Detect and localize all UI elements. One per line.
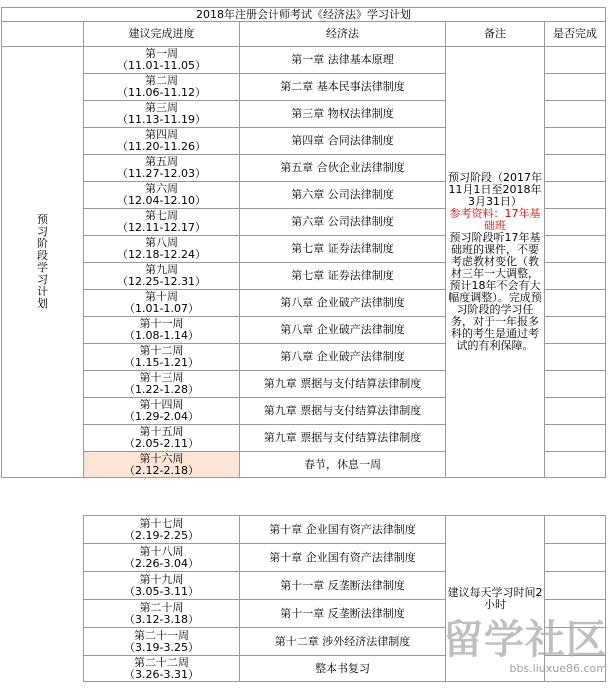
week-dates: （12.25-12.31） — [117, 275, 206, 288]
chapter-cell: 第十章 企业国有资产法律制度 — [240, 516, 446, 544]
study-plan-table — [1, 7, 606, 478]
plan-label-char: 预 — [37, 213, 48, 226]
done-cell — [545, 74, 606, 101]
week-label: 第四周 — [145, 128, 178, 141]
done-cell — [545, 317, 606, 344]
chapter-cell: 第十二章 涉外经济法律制度 — [240, 628, 446, 656]
week-label: 第十九周 — [139, 572, 184, 586]
week-dates: （1.29-2.04） — [124, 410, 199, 423]
done-cell — [545, 344, 606, 371]
watermark-logo-text: 留学社区 — [443, 617, 607, 663]
week-cell — [84, 47, 240, 74]
week-cell — [84, 628, 240, 656]
week-cell — [84, 572, 240, 600]
remarks-cell-2: 建议每天学习时间2小时 — [446, 516, 545, 682]
remarks-advice: 预习阶段听17年基础班的课件，不要考虑教材变化（教材三年一大调整，预计18年不会有大幅度调整）。完成预习阶段的学习任务，对于一年报多科的考生是通过考试的有利保障。 — [448, 231, 542, 352]
week-label: 第九周 — [145, 263, 178, 276]
week-cell — [84, 236, 240, 263]
plan-label-char: 段 — [37, 249, 48, 262]
chapter-cell: 第八章 企业破产法律制度 — [240, 344, 446, 371]
remarks-period: 预习阶段（2017年11月1日至2018年3月31日） — [448, 171, 542, 208]
chapter-cell: 第六章 公司法律制度 — [240, 209, 446, 236]
done-cell — [545, 236, 606, 263]
plan-label-char: 阶 — [37, 237, 48, 250]
week-dates: （2.19-2.25） — [124, 528, 199, 542]
week-label: 第二周 — [145, 74, 178, 87]
week-label: 第六周 — [145, 182, 178, 195]
week-cell — [84, 209, 240, 236]
week-label: 第五周 — [145, 155, 178, 168]
week-dates: （12.11-12.17） — [117, 221, 206, 234]
chapter-cell: 第九章 票据与支付结算法律制度 — [240, 371, 446, 398]
week-dates: （1.01-1.07） — [124, 302, 199, 315]
chapter-cell: 整本书复习 — [240, 656, 446, 682]
chapter-cell: 第十一章 反垄断法律制度 — [240, 600, 446, 628]
week-label: 第十六周 — [139, 451, 184, 465]
table-row — [84, 516, 606, 544]
week-label: 第十周 — [145, 290, 178, 303]
week-dates: （1.22-1.28） — [124, 383, 199, 396]
week-cell — [84, 452, 240, 478]
chapter-cell: 第五章 合伙企业法律制度 — [240, 155, 446, 182]
week-cell — [84, 371, 240, 398]
week-label: 第七周 — [145, 209, 178, 222]
chapter-cell: 第八章 企业破产法律制度 — [240, 317, 446, 344]
watermark-url: bbs.liuxue86.com — [509, 662, 607, 675]
header-done: 是否完成 — [545, 22, 606, 47]
plan-label-char: 计 — [37, 285, 48, 298]
done-cell — [545, 209, 606, 236]
done-cell — [545, 425, 606, 452]
plan-label-char: 学 — [37, 261, 48, 274]
week-cell — [84, 600, 240, 628]
done-cell — [545, 182, 606, 209]
week-cell — [84, 263, 240, 290]
chapter-cell: 第六章 公司法律制度 — [240, 182, 446, 209]
week-label: 第三周 — [145, 101, 178, 114]
plan-label-char: 习 — [37, 273, 48, 286]
week-label: 第十一周 — [139, 317, 184, 330]
week-dates: （12.18-12.24） — [117, 248, 206, 261]
done-cell — [545, 155, 606, 182]
week-cell — [84, 544, 240, 572]
done-cell — [545, 290, 606, 317]
chapter-cell: 第八章 企业破产法律制度 — [240, 290, 446, 317]
week-cell — [84, 128, 240, 155]
chapter-cell: 第三章 物权法律制度 — [240, 101, 446, 128]
week-dates: （1.08-1.14） — [124, 329, 199, 342]
week-dates: （3.05-3.11） — [124, 584, 199, 598]
week-label: 第十四周 — [139, 398, 184, 411]
chapter-cell: 第七章 证券法律制度 — [240, 263, 446, 290]
done-cell — [545, 398, 606, 425]
week-dates: （11.01-11.05） — [117, 59, 206, 72]
week-dates: （3.19-3.25） — [124, 640, 199, 654]
week-dates: （1.15-1.21） — [124, 356, 199, 369]
week-dates: （2.12-2.18） — [124, 463, 199, 477]
chapter-cell: 第一章 法律基本原理 — [240, 47, 446, 74]
week-dates: （11.06-11.12） — [117, 86, 206, 99]
week-label: 第一周 — [145, 47, 178, 60]
chapter-cell: 第七章 证券法律制度 — [240, 236, 446, 263]
week-dates: （2.26-3.04） — [124, 556, 199, 570]
table-title: 2018年注册会计师考试《经济法》学习计划 — [2, 8, 606, 22]
done-cell — [545, 544, 606, 572]
done-cell — [545, 101, 606, 128]
week-cell — [84, 656, 240, 682]
week-dates: （2.05-2.11） — [124, 437, 199, 450]
done-cell — [545, 452, 606, 478]
week-label: 第十七周 — [139, 516, 184, 530]
done-cell — [545, 516, 606, 544]
week-label: 第二十周 — [139, 600, 184, 614]
chapter-cell: 第二章 基本民事法律制度 — [240, 74, 446, 101]
week-dates: （11.13-11.19） — [117, 113, 206, 126]
chapter-cell: 第九章 票据与支付结算法律制度 — [240, 398, 446, 425]
week-cell — [84, 290, 240, 317]
chapter-cell: 第九章 票据与支付结算法律制度 — [240, 425, 446, 452]
week-dates: （12.04-12.10） — [117, 194, 206, 207]
week-cell — [84, 344, 240, 371]
plan-label-char: 划 — [37, 297, 48, 310]
week-dates: （11.20-11.26） — [117, 140, 206, 153]
header-remarks: 备注 — [446, 22, 545, 47]
done-cell — [545, 47, 606, 74]
week-cell — [84, 101, 240, 128]
week-cell — [84, 74, 240, 101]
week-cell — [84, 182, 240, 209]
week-label: 第二十二周 — [134, 655, 189, 669]
header-progress: 建议完成进度 — [84, 22, 240, 47]
chapter-cell: 春节，休息一周 — [240, 452, 446, 478]
watermark — [437, 618, 607, 690]
plan-label-cell — [2, 47, 84, 478]
week-label: 第二十一周 — [134, 628, 189, 642]
done-cell — [545, 371, 606, 398]
week-label: 第十五周 — [139, 425, 184, 438]
header-blank — [2, 22, 84, 47]
week-cell — [84, 398, 240, 425]
done-cell — [545, 263, 606, 290]
week-label: 第十二周 — [139, 344, 184, 357]
table-row — [2, 47, 606, 74]
week-cell — [84, 425, 240, 452]
header-row — [2, 22, 606, 47]
week-dates: （3.26-3.31） — [124, 667, 199, 681]
chapter-cell: 第四章 合同法律制度 — [240, 128, 446, 155]
week-cell — [84, 317, 240, 344]
week-cell — [84, 155, 240, 182]
plan-label-char: 习 — [37, 225, 48, 238]
week-label: 第十八周 — [139, 544, 184, 558]
done-cell — [545, 572, 606, 600]
chapter-cell: 第十一章 反垄断法律制度 — [240, 572, 446, 600]
week-label: 第十三周 — [139, 371, 184, 384]
week-dates: （3.12-3.18） — [124, 612, 199, 626]
week-dates: （11.27-12.03） — [117, 167, 206, 180]
week-label: 第八周 — [145, 236, 178, 249]
header-subject: 经济法 — [240, 22, 446, 47]
week-cell — [84, 516, 240, 544]
remarks-reference: 参考资料：17年基础班 — [449, 207, 541, 232]
page-gap — [0, 498, 615, 514]
done-cell — [545, 128, 606, 155]
chapter-cell: 第十章 企业国有资产法律制度 — [240, 544, 446, 572]
remarks-cell — [446, 47, 545, 478]
